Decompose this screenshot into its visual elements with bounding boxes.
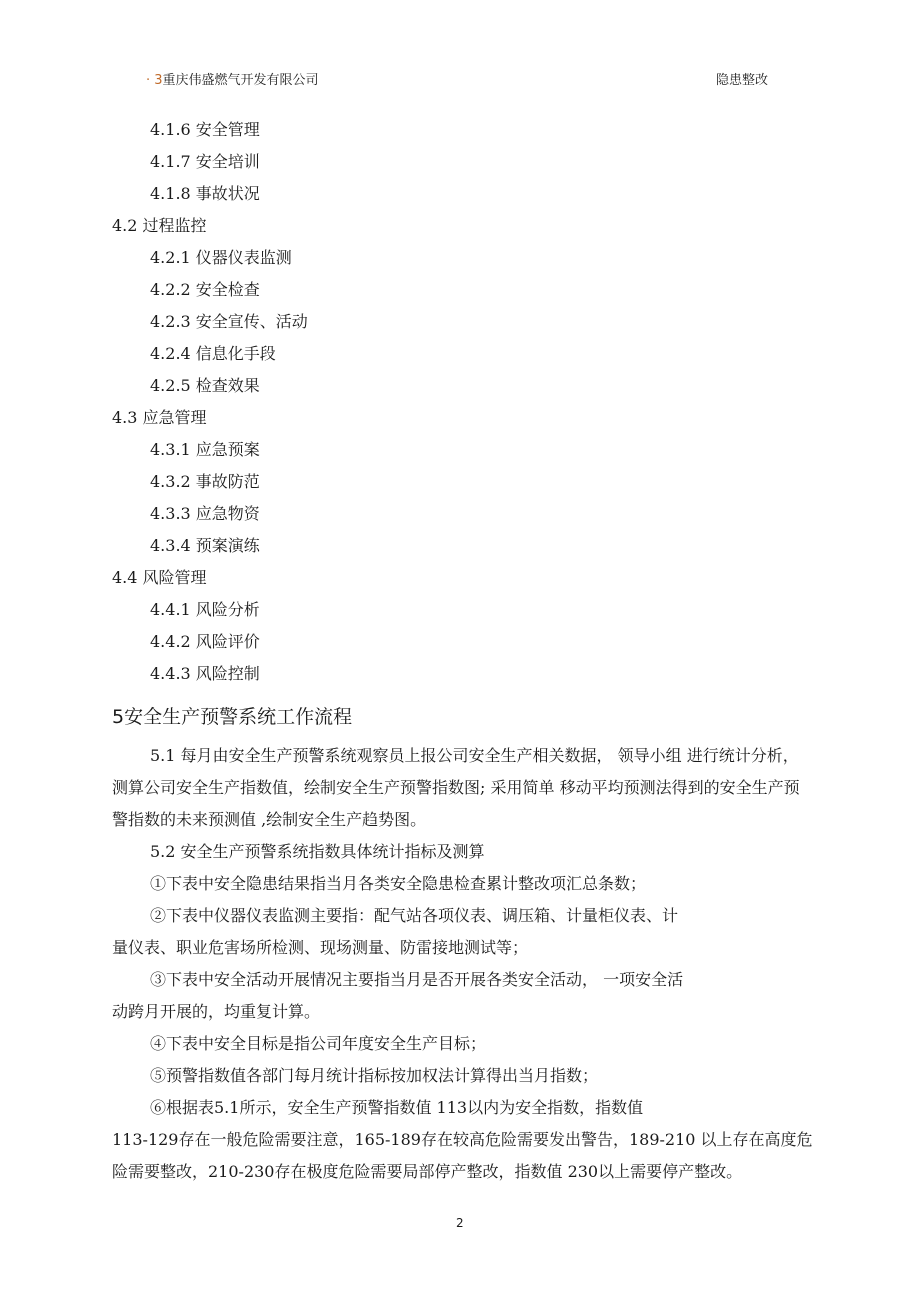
paragraph-5-1-line1: 5.1 每月由安全生产预警系统观察员上报公司安全生产相关数据， 领导小组 进行统计分析， — [150, 746, 799, 765]
note-6-line1: ⑥根据表5.1所示，安全生产预警指数值 113以内为安全指数，指数值 — [150, 1098, 644, 1117]
outline-item: 4.4.3 风险控制 — [150, 664, 260, 683]
note-2-line1: ②下表中仪器仪表监测主要指：配气站各项仪表、调压箱、计量柜仪表、计 — [150, 906, 679, 925]
note-1: ①下表中安全隐患结果指当月各类安全隐患检查累计整改项汇总条数； — [150, 874, 647, 893]
paragraph-5-1-line2: 测算公司安全生产指数值，绘制安全生产预警指数图; 采用简单 移动平均预测法得到的安全生产预 — [112, 778, 800, 797]
note-4: ④下表中安全目标是指公司年度安全生产目标； — [150, 1034, 487, 1053]
outline-item: 4.1.7 安全培训 — [150, 152, 260, 171]
page-header — [0, 0, 920, 100]
note-5: ⑤预警指数值各部门每月统计指标按加权法计算得出当月指数； — [150, 1066, 599, 1085]
note-2-line2: 量仪表、职业危害场所检测、现场测量、防雷接地测试等； — [112, 938, 529, 957]
note-6-line2: 113-129存在一般危险需要注意，165-189存在较高危险需要发出警告，189-210 以上存在高度危 — [112, 1130, 813, 1149]
outline-item: 4.3.2 事故防范 — [150, 472, 260, 491]
outline-item: 4.3.1 应急预案 — [150, 440, 260, 459]
page-number: 2 — [456, 1216, 464, 1230]
outline-item: 4.1.6 安全管理 — [150, 120, 260, 139]
outline-item: 4.3.4 预案演练 — [150, 536, 260, 555]
outline-item: 4.2.2 安全检查 — [150, 280, 260, 299]
note-3-line1: ③下表中安全活动开展情况主要指当月是否开展各类安全活动， 一项安全活 — [150, 970, 684, 989]
section-title: 5安全生产预警系统工作流程 — [112, 706, 353, 728]
header-mark: · 3 — [146, 73, 163, 88]
outline-item: 4.3.3 应急物资 — [150, 504, 260, 523]
outline-item: 4.2.4 信息化手段 — [150, 344, 276, 363]
outline-item: 4.4.1 风险分析 — [150, 600, 260, 619]
outline-item: 4.2.1 仪器仪表监测 — [150, 248, 292, 267]
outline-item: 4.1.8 事故状况 — [150, 184, 260, 203]
outline-heading: 4.4 风险管理 — [112, 568, 207, 587]
outline-item: 4.4.2 风险评价 — [150, 632, 260, 651]
header-company — [146, 69, 319, 88]
outline-item: 4.2.3 安全宣传、活动 — [150, 312, 308, 331]
note-3-line2: 动跨月开展的，均重复计算。 — [112, 1002, 321, 1021]
outline-heading: 4.2 过程监控 — [112, 216, 207, 235]
outline-item: 4.2.5 检查效果 — [150, 376, 260, 395]
paragraph-5-2: 5.2 安全生产预警系统指数具体统计指标及测算 — [150, 842, 485, 861]
paragraph-5-1-line3: 警指数的未来预测值 ,绘制安全生产趋势图。 — [112, 810, 427, 829]
company-name: 重庆伟盛燃气开发有限公司 — [162, 73, 319, 88]
note-6-line3: 险需要整改，210-230存在极度危险需要局部停产整改，指数值 230以上需要停产整改。 — [112, 1162, 743, 1181]
header-title: 隐患整改 — [716, 73, 769, 88]
outline-heading: 4.3 应急管理 — [112, 408, 207, 427]
